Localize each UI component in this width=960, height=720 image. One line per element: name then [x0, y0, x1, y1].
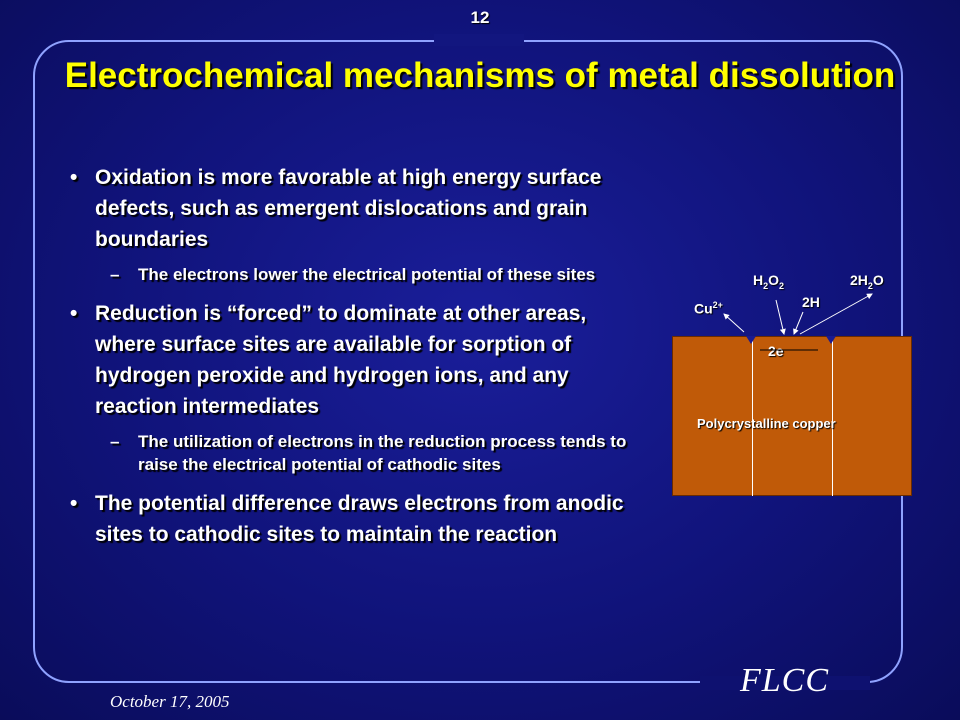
cu-release-arrow: [724, 314, 744, 332]
two-h-label: 2H: [802, 294, 820, 310]
bullet-marker: •: [70, 302, 78, 325]
org-logo: FLCC: [740, 662, 830, 699]
copper-diagram: [660, 262, 930, 502]
sub-bullet-text: The utilization of electrons in the reduction process tends to raise the electrical potential of cathodic sites: [138, 432, 627, 474]
bullet-list: [60, 162, 650, 558]
bullet-item: [60, 298, 650, 422]
slide-number: 12: [470, 8, 490, 27]
bullet-marker: •: [70, 492, 78, 515]
bullet-item: [60, 488, 650, 550]
date-footer: October 17, 2005: [110, 692, 230, 711]
bullet-item: [60, 162, 650, 255]
h2o2-label: $H_2O_2$: [753, 272, 785, 291]
bullet-text: The potential difference draws electrons from anodic sites to cathodic sites to maintain the reaction: [95, 492, 624, 546]
grain-notch: [826, 336, 836, 344]
bullet-text: Oxidation is more favorable at high energy surface defects, such as emergent dislocations and grain boundaries: [95, 166, 602, 251]
dash-marker: –: [110, 432, 120, 451]
bullet-marker: •: [70, 166, 78, 189]
electron-label: 2e: [768, 343, 784, 359]
frame-gap-top: [434, 34, 524, 46]
bullet-text: Reduction is “forced” to dominate at other areas, where surface sites are available for sorption of hydrogen peroxide and hydrogen ions, and any reaction intermediates: [95, 302, 587, 418]
cu-ion-label: $Cu^{2+}$: [694, 300, 723, 317]
grain-notch: [746, 336, 756, 344]
dash-marker: –: [110, 265, 120, 284]
h-arrow: [794, 312, 803, 334]
copper-label: Polycrystalline copper: [697, 416, 836, 431]
slide-title: Electrochemical mechanisms of metal dissolution: [64, 56, 896, 95]
sub-bullet-item: [60, 430, 650, 476]
h2o2-arrow: [776, 300, 784, 334]
sub-bullet-text: The electrons lower the electrical potential of these sites: [138, 265, 596, 284]
sub-bullet-item: [60, 263, 650, 286]
water-arrow: [800, 294, 872, 334]
two-h2o-label: $2H_2O$: [850, 272, 884, 291]
reaction-arrows: [660, 262, 930, 502]
